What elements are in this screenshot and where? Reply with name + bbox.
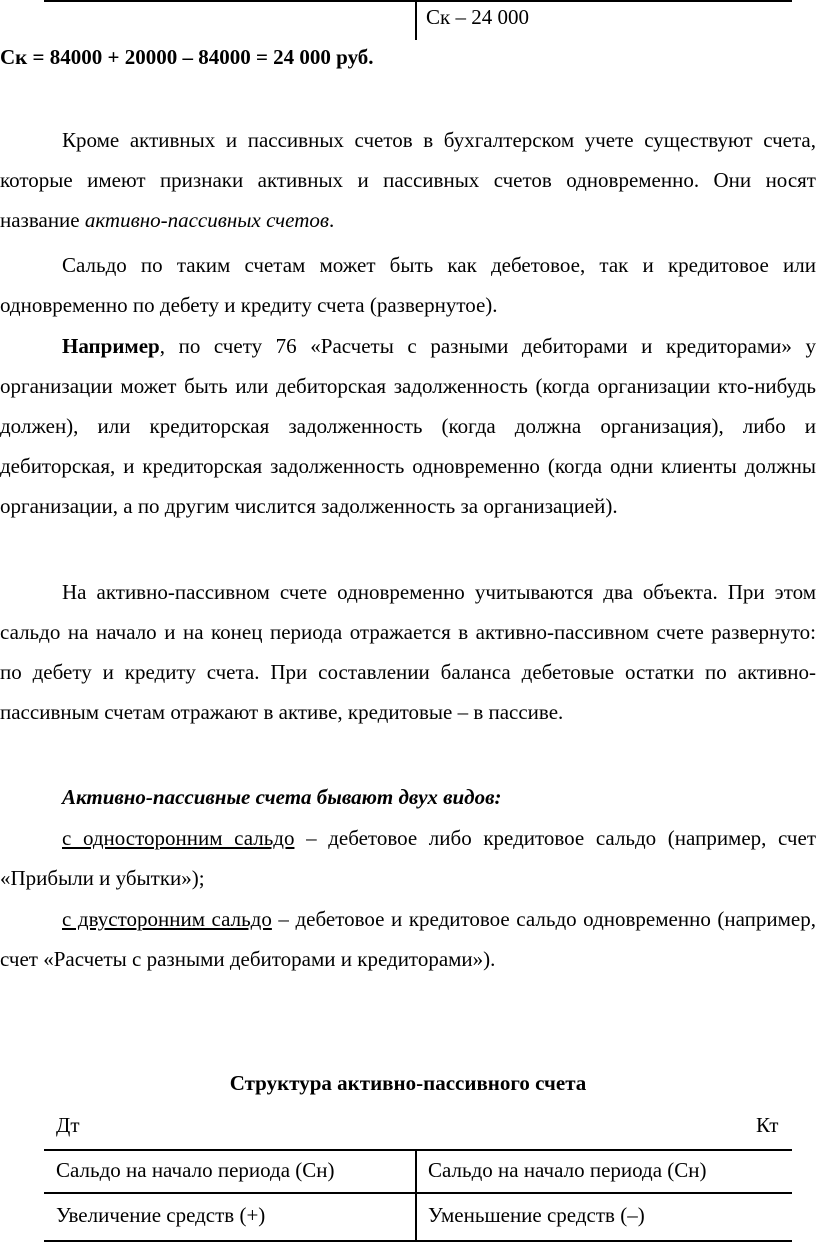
example-text: , по счету 76 «Расчеты с разными дебиторами и кредиторами» у организации может быть или дебиторская задолженность (когда организации кто-нибудь должен), или кредиторская задолженность (когда должна организация), либо и дебиторская, и кредиторская задолженность одновременно (когда одни клиенты должны организации, а по другим числится задолженность за организацией).	[0, 334, 816, 518]
table-top-rule	[44, 1149, 792, 1151]
one-sided-term: с односторонним сальдо	[62, 826, 295, 850]
t-account-divider	[415, 0, 417, 40]
table-divider	[415, 1149, 417, 1242]
credit-label: Кт	[756, 1113, 779, 1137]
paragraph-objects: На активно-пассивном счете одновременно учитываются два объекта. При этом сальдо на начало и на конец периода отражается в активно-пассивном счете развернуто: по дебету и кредиту счета. При составлении баланса дебетовые остатки по активно-пассивным счетам отражают в активе, кредитовые – в пассиве.	[0, 580, 816, 724]
intro-text: Кроме активных и пассивных счетов в бухгалтерском учете существуют счета, которые имеют признаки активных и пассивных счетов одновременно. Они носят название	[0, 128, 816, 232]
closing-balance-formula: Ск = 84000 + 20000 – 84000 = 24 000 руб.	[0, 45, 374, 69]
table-cell-credit-opening: Сальдо на начало периода (Сн)	[428, 1158, 707, 1182]
table-cell-debit-increase: Увеличение средств (+)	[56, 1203, 266, 1227]
intro-end: .	[328, 208, 335, 232]
debit-label: Дт	[56, 1113, 80, 1137]
table-cell-debit-opening: Сальдо на начало периода (Сн)	[56, 1158, 335, 1182]
two-sided-text: – дебетовое и кредитовое сальдо одновременно (например, счет «Расчеты с разными дебиторами и кредиторами»).	[0, 907, 816, 971]
t-account-top-rule	[44, 0, 792, 2]
type-two-sided	[0, 899, 816, 979]
paragraph-example	[0, 326, 816, 526]
closing-balance-cell: Ск – 24 000	[426, 5, 529, 29]
term-active-passive: активно-пассивных счетов	[84, 208, 329, 232]
paragraph-intro	[0, 120, 816, 240]
table-middle-rule	[44, 1192, 792, 1194]
one-sided-text: – дебетовое либо кредитовое сальдо (например, счет «Прибыли и убытки»);	[0, 826, 816, 890]
two-sided-term: с двусторонним сальдо	[62, 907, 272, 931]
type-one-sided	[0, 818, 816, 898]
types-heading: Активно-пассивные счета бывают двух видов:	[62, 785, 502, 809]
paragraph-balance: Сальдо по таким счетам может быть как дебетовое, так и кредитовое или одновременно по дебету и кредиту счета (развернутое).	[0, 253, 816, 317]
example-label: Например	[62, 334, 160, 358]
structure-title: Структура активно-пассивного счета	[229, 1071, 587, 1095]
table-cell-credit-decrease: Уменьшение средств (–)	[428, 1203, 645, 1227]
